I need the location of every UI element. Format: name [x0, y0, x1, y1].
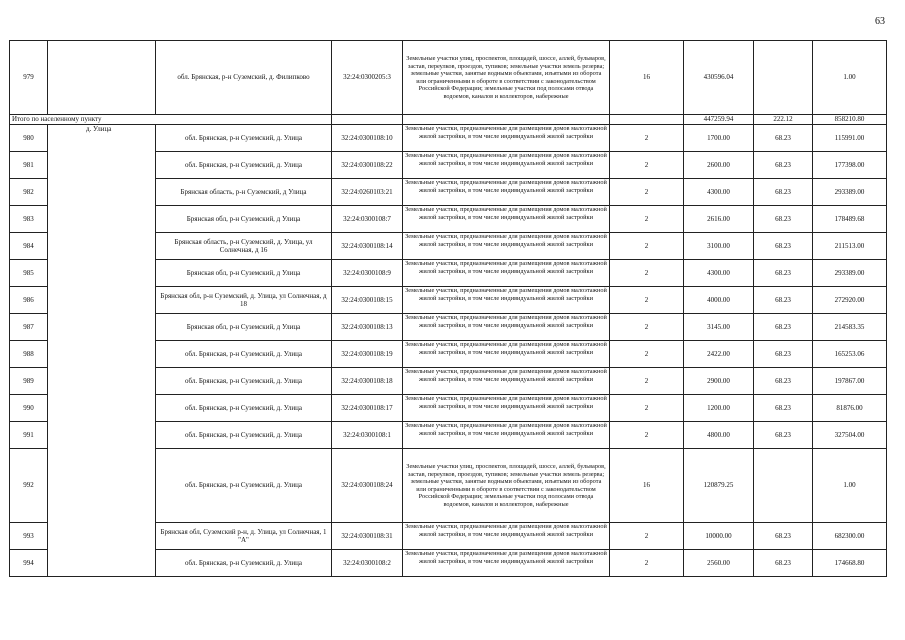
value-cell: 293389.00 [813, 179, 887, 206]
group-code-cell: 2 [610, 287, 684, 314]
cadastral-number-cell: 32:24:0300108:24 [332, 449, 403, 523]
address-cell: Брянская обл, р-н Суземский, д Улица [156, 260, 332, 287]
cadastral-table [9, 40, 887, 577]
land-type-cell: Земельные участки, предназначенные для размещения домов малоэтажной жилой застройки, в том числе индивидуальной жилой застройки [403, 206, 610, 233]
row-number: 990 [10, 395, 48, 422]
group-code-cell: 2 [610, 523, 684, 550]
cadastral-number-cell: 32:24:0300108:19 [332, 341, 403, 368]
area-cell: 120879.25 [684, 449, 754, 523]
rate-cell: 68.23 [754, 287, 813, 314]
row-number: 984 [10, 233, 48, 260]
value-cell: 214583.35 [813, 314, 887, 341]
area-cell: 2616.00 [684, 206, 754, 233]
land-type-cell: Земельные участки, предназначенные для размещения домов малоэтажной жилой застройки, в том числе индивидуальной жилой застройки [403, 368, 610, 395]
rate-cell: 68.23 [754, 179, 813, 206]
rate-cell: 68.23 [754, 550, 813, 577]
area-cell: 10000.00 [684, 523, 754, 550]
rate-cell: 68.23 [754, 125, 813, 152]
group-code-cell: 2 [610, 395, 684, 422]
rate-cell [754, 41, 813, 115]
address-cell: обл. Брянская, р-н Суземский, д. Улица [156, 341, 332, 368]
cadastral-number-cell: 32:24:0300108:22 [332, 152, 403, 179]
area-cell: 4000.00 [684, 287, 754, 314]
area-cell: 430596.04 [684, 41, 754, 115]
land-type-cell: Земельные участки, предназначенные для размещения домов малоэтажной жилой застройки, в том числе индивидуальной жилой застройки [403, 233, 610, 260]
group-code-cell: 2 [610, 422, 684, 449]
row-number: 989 [10, 368, 48, 395]
address-cell: Брянская область, р-н Суземский, д Улица [156, 179, 332, 206]
land-type-cell: Земельные участки улиц, проспектов, площадей, шоссе, аллей, бульваров, застав, переулков, проездов, тупиков; земельные участки земель резерва; земельные участки, занятые водными объектами, изъятыми из оборота или ограниченными в обороте в соответствии с законодательством Российской Федерации; земельные участки под полосами отвода водоемов, каналов и коллекторов, набережные [403, 41, 610, 115]
cadastral-number-cell: 32:24:0300108:13 [332, 314, 403, 341]
value-cell: 165253.06 [813, 341, 887, 368]
row-number: 987 [10, 314, 48, 341]
total-label: Итого по населенному пункту [10, 115, 332, 125]
rate-cell: 68.23 [754, 314, 813, 341]
row-number: 992 [10, 449, 48, 523]
group-code-cell: 2 [610, 125, 684, 152]
cadastral-number-cell: 32:24:0300108:18 [332, 368, 403, 395]
land-type-cell: Земельные участки, предназначенные для размещения домов малоэтажной жилой застройки, в том числе индивидуальной жилой застройки [403, 550, 610, 577]
address-cell: обл. Брянская, р-н Суземский, д. Улица [156, 368, 332, 395]
land-type-cell: Земельные участки, предназначенные для размещения домов малоэтажной жилой застройки, в том числе индивидуальной жилой застройки [403, 422, 610, 449]
locality-label: д. Улица [48, 125, 156, 577]
group-code-cell: 2 [610, 550, 684, 577]
area-cell: 1200.00 [684, 395, 754, 422]
row-number: 981 [10, 152, 48, 179]
land-type-cell: Земельные участки, предназначенные для размещения домов малоэтажной жилой застройки, в том числе индивидуальной жилой застройки [403, 287, 610, 314]
land-type-cell: Земельные участки, предназначенные для размещения домов малоэтажной жилой застройки, в том числе индивидуальной жилой застройки [403, 260, 610, 287]
value-cell: 293389.00 [813, 260, 887, 287]
rate-cell: 68.23 [754, 395, 813, 422]
rate-cell: 68.23 [754, 233, 813, 260]
row-number: 988 [10, 341, 48, 368]
value-cell: 177398.00 [813, 152, 887, 179]
area-cell: 1700.00 [684, 125, 754, 152]
row-number: 991 [10, 422, 48, 449]
row-number: 985 [10, 260, 48, 287]
address-cell: обл. Брянская, р-н Суземский, д. Улица [156, 152, 332, 179]
group-code-cell: 2 [610, 206, 684, 233]
value-cell: 115991.00 [813, 125, 887, 152]
land-type-cell: Земельные участки, предназначенные для размещения домов малоэтажной жилой застройки, в том числе индивидуальной жилой застройки [403, 152, 610, 179]
total-area: 447259.94 [684, 115, 754, 125]
cadastral-number-cell: 32:24:0300108:2 [332, 550, 403, 577]
cadastral-number-cell: 32:24:0300108:17 [332, 395, 403, 422]
row-number: 993 [10, 523, 48, 550]
value-cell: 327504.00 [813, 422, 887, 449]
group-code-cell: 2 [610, 314, 684, 341]
rate-cell: 68.23 [754, 523, 813, 550]
locality-cell [48, 41, 156, 115]
area-cell: 2560.00 [684, 550, 754, 577]
cadastral-number-cell: 32:24:0300205:3 [332, 41, 403, 115]
group-code-cell: 2 [610, 341, 684, 368]
address-cell: обл. Брянская, р-н Суземский, д. Улица [156, 550, 332, 577]
cadastral-number-cell: 32:24:0300108:1 [332, 422, 403, 449]
table-row [10, 125, 887, 152]
group-code-cell: 2 [610, 152, 684, 179]
area-cell: 3100.00 [684, 233, 754, 260]
group-code-cell: 2 [610, 179, 684, 206]
land-type-cell: Земельные участки, предназначенные для размещения домов малоэтажной жилой застройки, в том числе индивидуальной жилой застройки [403, 341, 610, 368]
group-code-cell: 2 [610, 260, 684, 287]
cadastral-number-cell: 32:24:0300108:31 [332, 523, 403, 550]
land-type-cell: Земельные участки, предназначенные для размещения домов малоэтажной жилой застройки, в том числе индивидуальной жилой застройки [403, 395, 610, 422]
address-cell: обл. Брянская, р-н Суземский, д. Улица [156, 422, 332, 449]
area-cell: 2600.00 [684, 152, 754, 179]
land-type-cell: Земельные участки, предназначенные для размещения домов малоэтажной жилой застройки, в том числе индивидуальной жилой застройки [403, 314, 610, 341]
address-cell: Брянская обл, р-н Суземский, д. Улица, ул Солнечная, д 18 [156, 287, 332, 314]
area-cell: 3145.00 [684, 314, 754, 341]
land-type-cell: Земельные участки, предназначенные для размещения домов малоэтажной жилой застройки, в том числе индивидуальной жилой застройки [403, 179, 610, 206]
group-code-cell: 2 [610, 368, 684, 395]
cadastral-number-cell: 32:24:0260103:21 [332, 179, 403, 206]
cadastral-number-cell: 32:24:0300108:15 [332, 287, 403, 314]
address-cell: обл. Брянская, р-н Суземский, д. Улица [156, 395, 332, 422]
cadastral-number-cell: 32:24:0300108:9 [332, 260, 403, 287]
rate-cell: 68.23 [754, 260, 813, 287]
row-number: 982 [10, 179, 48, 206]
total-rate: 222.12 [754, 115, 813, 125]
value-cell: 682300.00 [813, 523, 887, 550]
cadastral-number-cell: 32:24:0300108:10 [332, 125, 403, 152]
rate-cell: 68.23 [754, 341, 813, 368]
rate-cell: 68.23 [754, 206, 813, 233]
value-cell: 197867.00 [813, 368, 887, 395]
group-code-cell: 16 [610, 449, 684, 523]
address-cell: обл. Брянская, р-н Суземский, д. Филипково [156, 41, 332, 115]
value-cell: 178489.68 [813, 206, 887, 233]
value-cell: 174668.80 [813, 550, 887, 577]
area-cell: 2422.00 [684, 341, 754, 368]
area-cell: 4800.00 [684, 422, 754, 449]
value-cell: 1.00 [813, 449, 887, 523]
address-cell: Брянская обл, р-н Суземский, д Улица [156, 314, 332, 341]
row-number: 979 [10, 41, 48, 115]
rate-cell: 68.23 [754, 368, 813, 395]
land-type-cell: Земельные участки, предназначенные для размещения домов малоэтажной жилой застройки, в том числе индивидуальной жилой застройки [403, 523, 610, 550]
row-number: 994 [10, 550, 48, 577]
page-number: 63 [875, 16, 885, 27]
table-row [10, 41, 887, 115]
row-number: 986 [10, 287, 48, 314]
row-number: 980 [10, 125, 48, 152]
land-type-cell: Земельные участки улиц, проспектов, площадей, шоссе, аллей, бульваров, застав, переулков, проездов, тупиков; земельные участки земель резерва; земельные участки, занятые водными объектами, изъятыми из оборота или ограниченными в обороте в соответствии с законодательством Российской Федерации; земельные участки под полосами отвода водоемов, каналов и коллекторов, набережные [403, 449, 610, 523]
group-code-cell: 2 [610, 233, 684, 260]
value-cell: 272920.00 [813, 287, 887, 314]
total-value: 858210.80 [813, 115, 887, 125]
area-cell: 4300.00 [684, 260, 754, 287]
cadastral-number-cell: 32:24:0300108:7 [332, 206, 403, 233]
rate-cell: 68.23 [754, 152, 813, 179]
cadastral-number-cell: 32:24:0300108:14 [332, 233, 403, 260]
value-cell: 1.00 [813, 41, 887, 115]
area-cell: 2900.00 [684, 368, 754, 395]
address-cell: Брянская обл, р-н Суземский, д Улица [156, 206, 332, 233]
rate-cell [754, 449, 813, 523]
group-code-cell: 16 [610, 41, 684, 115]
area-cell: 4300.00 [684, 179, 754, 206]
rate-cell: 68.23 [754, 422, 813, 449]
land-type-cell: Земельные участки, предназначенные для размещения домов малоэтажной жилой застройки, в том числе индивидуальной жилой застройки [403, 125, 610, 152]
address-cell: обл. Брянская, р-н Суземский, д. Улица [156, 125, 332, 152]
address-cell: обл. Брянская, р-н Суземский, д. Улица [156, 449, 332, 523]
total-row [10, 115, 887, 125]
value-cell: 81876.00 [813, 395, 887, 422]
address-cell: Брянская область, р-н Суземский, д. Улица, ул Солнечная, д 16 [156, 233, 332, 260]
row-number: 983 [10, 206, 48, 233]
address-cell: Брянская обл, Суземский р-н, д. Улица, ул Солнечная, 1 "А" [156, 523, 332, 550]
value-cell: 211513.00 [813, 233, 887, 260]
